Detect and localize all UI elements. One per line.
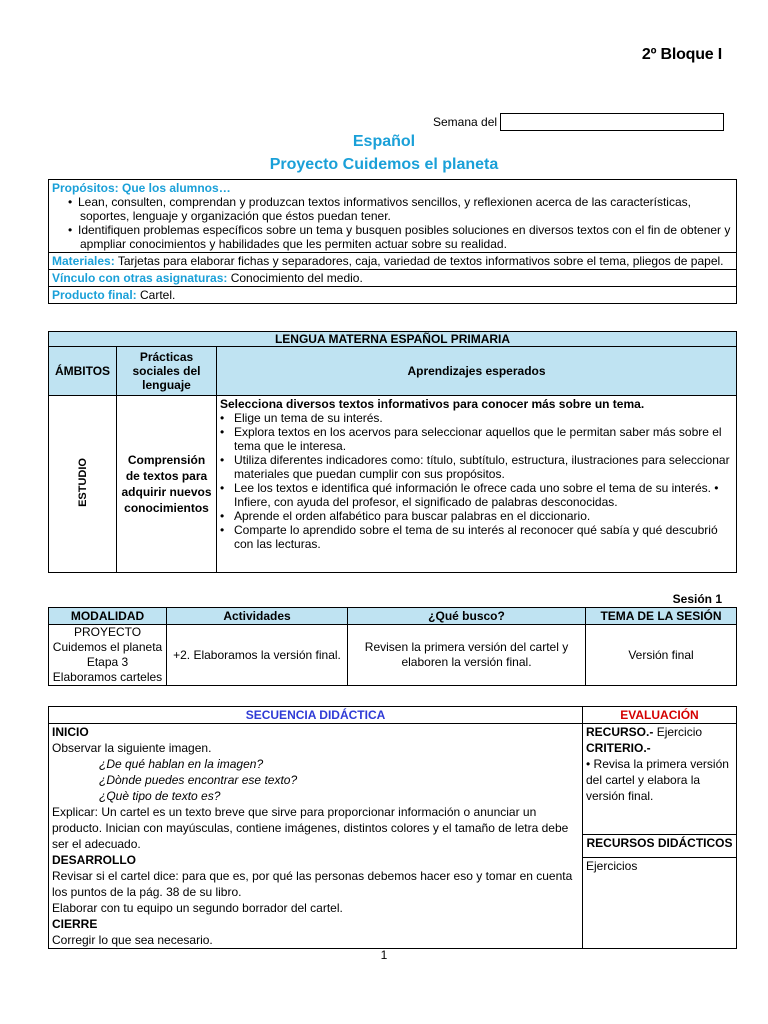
materiales-label: Materiales: bbox=[52, 254, 115, 268]
modalidad-line: PROYECTO bbox=[73, 625, 142, 639]
project-title: Proyecto Cuidemos el planeta bbox=[269, 156, 499, 173]
criterio-text: • Revisa la primera versión del cartel y elabora la versión final. bbox=[586, 757, 729, 803]
sesion-table bbox=[48, 607, 737, 686]
aprendizaje-item: • Lee los textos e identifica qué información le ofrece cada uno sobre el tema de su interés. • Infiere, con ayuda del profesor, el significado de palabras desconocidas. bbox=[220, 481, 733, 509]
aprendizaje-item: • Explora textos en los acervos para seleccionar aquellos que le permitan saber más sobre el tema que le interesa. bbox=[220, 425, 733, 453]
aprendizajes-cell bbox=[217, 396, 737, 573]
ambito-cell bbox=[49, 396, 117, 573]
bloque-label: 2º Bloque I bbox=[641, 46, 722, 63]
que-busco-cell: Revisen la primera versión del cartel y elaboren la versión final. bbox=[348, 625, 586, 686]
ambitos-header: ÁMBITOS bbox=[49, 347, 117, 396]
tema-header: TEMA DE LA SESIÓN bbox=[586, 608, 737, 625]
modalidad-line: Elaboramos carteles bbox=[52, 670, 163, 684]
semana-field[interactable] bbox=[500, 113, 724, 131]
evaluacion-title: EVALUACIÓN bbox=[583, 707, 737, 724]
proposito-item: • Lean, consulten, comprendan y produzcan textos informativos sencillos, y reflexionen acerca de las características, soportes, lenguaje y organización que éstos puedan tener. bbox=[52, 195, 733, 223]
inicio-heading: INICIO bbox=[52, 725, 89, 739]
ambito-label: ESTUDIO bbox=[76, 458, 89, 507]
criterio-label: CRITERIO.- bbox=[586, 741, 651, 755]
modalidad-line: Cuidemos el planeta bbox=[52, 640, 163, 654]
producto-label: Producto final: bbox=[52, 288, 137, 302]
aprendizajes-header: Aprendizajes esperados bbox=[217, 347, 737, 396]
secuencia-table bbox=[48, 706, 737, 949]
aprendizajes-list bbox=[220, 411, 733, 551]
actividades-header: Actividades bbox=[167, 608, 348, 625]
desarrollo-heading: DESARROLLO bbox=[52, 853, 136, 867]
vinculo-label: Vínculo con otras asignaturas: bbox=[52, 271, 228, 285]
modalidad-line: Etapa 3 bbox=[86, 655, 129, 669]
evaluacion-cell bbox=[583, 724, 737, 835]
producto-text: Cartel. bbox=[140, 288, 176, 302]
tema-cell: Versión final bbox=[586, 625, 737, 686]
desarrollo-text: Revisar si el cartel dice: para que es, por qué las personas debemos hacer eso y tomar en cuenta los puntos de la pág. 38 de su libro. bbox=[52, 869, 573, 899]
aprendizaje-item: • Utiliza diferentes indicadores como: título, subtítulo, estructura, ilustraciones para seleccionar materiales que puedan cumplir con sus propósitos. bbox=[220, 453, 733, 481]
lengua-title: LENGUA MATERNA ESPAÑOL PRIMARIA bbox=[49, 332, 737, 347]
aprendizaje-item: • Aprende el orden alfabético para buscar palabras en el diccionario. bbox=[220, 509, 733, 523]
recurso-label: RECURSO.- bbox=[586, 725, 654, 739]
modalidad-cell bbox=[49, 625, 167, 686]
recursos-cell: Ejercicios bbox=[583, 858, 737, 949]
secuencia-body bbox=[49, 724, 583, 949]
secuencia-title: SECUENCIA DIDÁCTICA bbox=[49, 707, 583, 724]
vinculo-row bbox=[49, 270, 737, 287]
actividad-cell: +2. Elaboramos la versión final. bbox=[167, 625, 348, 686]
recurso-text: Ejercicio bbox=[656, 725, 703, 739]
cierre-heading: CIERRE bbox=[52, 917, 98, 931]
cierre-text: Corregir lo que sea necesario. bbox=[52, 933, 213, 947]
propositos-table bbox=[48, 179, 737, 304]
modalidad-header: MODALIDAD bbox=[49, 608, 167, 625]
practica-cell: Comprensión de textos para adquirir nuevos conocimientos bbox=[117, 396, 217, 573]
vinculo-text: Conocimiento del medio. bbox=[230, 271, 363, 285]
explicar-text: Explicar: Un cartel es un texto breve que sirve para proporcionar información o anunciar un producto. Inician con mayúsculas, contiene imágenes, distintos colores y el tamaño de letra debe ser el adecuado. bbox=[52, 805, 569, 851]
aprendizaje-item: • Comparte lo aprendido sobre el tema de su interés al reconocer qué sabía y qué descubrió con las lecturas. bbox=[220, 523, 733, 551]
proposito-item: • Identifiquen problemas específicos sobre un tema y busquen posibles soluciones en diversos textos con el fin de obtener y apmpliar conocimientos y habilidades que les permiten actuar sobre su realidad. bbox=[52, 223, 733, 251]
que-busco-header: ¿Qué busco? bbox=[348, 608, 586, 625]
pregunta: ¿Què tipo de texto es? bbox=[99, 789, 221, 803]
pregunta: ¿Dònde puedes encontrar ese texto? bbox=[99, 773, 298, 787]
propositos-cell bbox=[49, 180, 737, 253]
materiales-row bbox=[49, 253, 737, 270]
inicio-text: Observar la siguiente imagen. bbox=[52, 741, 212, 755]
page-number: 1 bbox=[380, 948, 388, 962]
lengua-table bbox=[48, 331, 737, 573]
recursos-title: RECURSOS DIDÁCTICOS bbox=[583, 834, 737, 857]
propositos-label: Propósitos: Que los alumnos… bbox=[52, 181, 231, 195]
aprendizaje-title: Selecciona diversos textos informativos para conocer más sobre un tema. bbox=[220, 397, 645, 411]
semana-label: Semana del bbox=[433, 115, 498, 129]
practicas-header: Prácticas sociales del lenguaje bbox=[117, 347, 217, 396]
materiales-text: Tarjetas para elaborar fichas y separadores, caja, variedad de textos informativos sobre el tema, pliegos de papel. bbox=[117, 254, 724, 268]
aprendizaje-item: • Elige un tema de su interés. bbox=[220, 411, 733, 425]
desarrollo-text: Elaborar con tu equipo un segundo borrador del cartel. bbox=[52, 901, 343, 915]
sesion-label: Sesión 1 bbox=[672, 592, 722, 606]
producto-row bbox=[49, 287, 737, 304]
pregunta: ¿De qué hablan en la imagen? bbox=[99, 757, 264, 771]
subject-title: Español bbox=[352, 133, 416, 150]
